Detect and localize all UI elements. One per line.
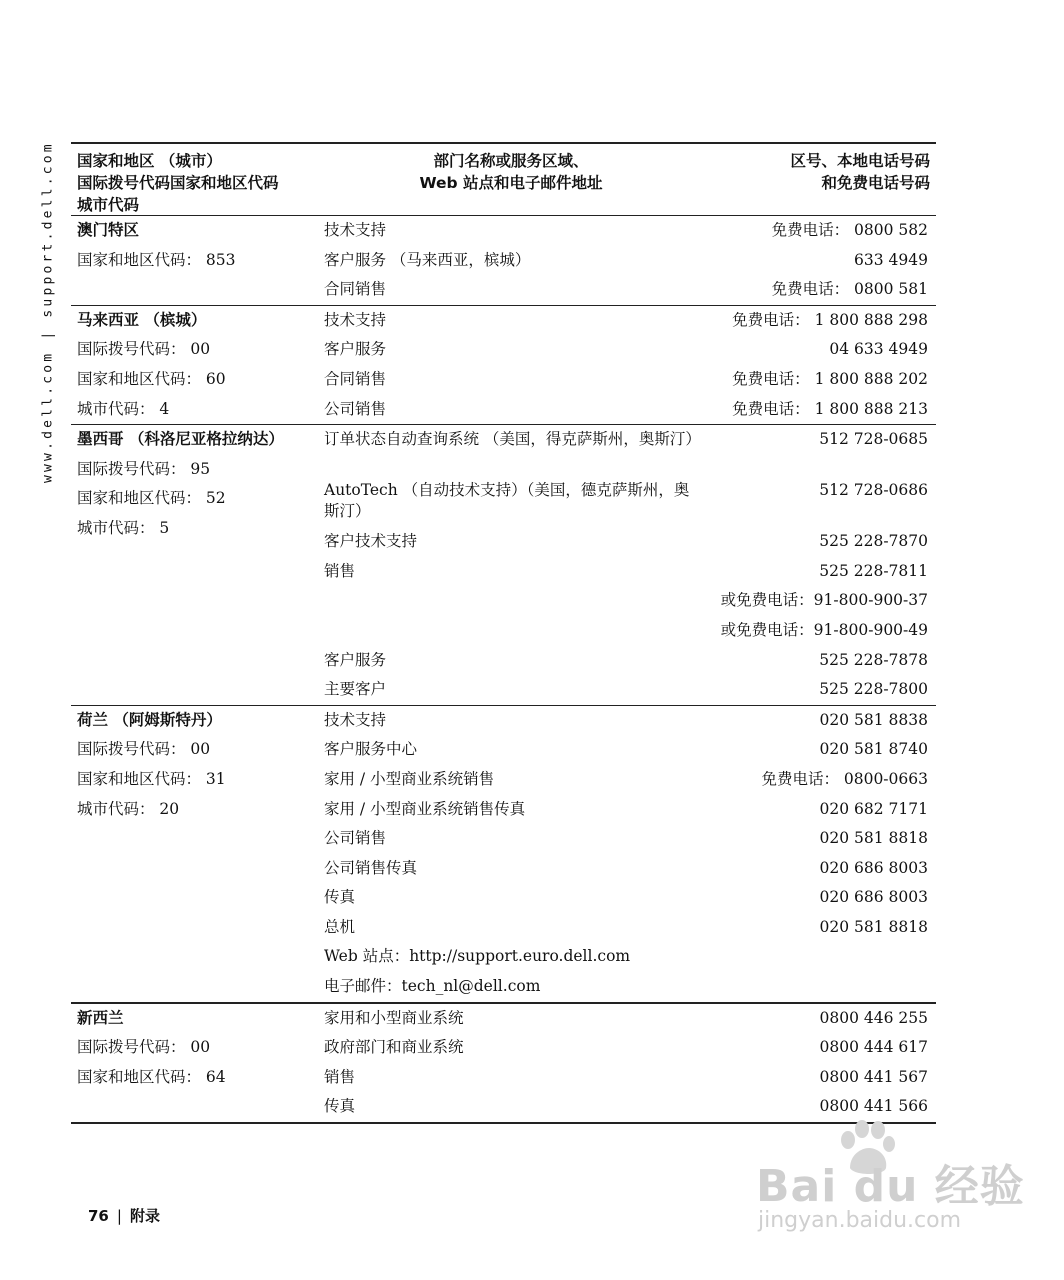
table-row [324, 883, 936, 913]
service-name: 销售 [324, 561, 356, 580]
table-row [324, 706, 936, 736]
table-row [324, 246, 936, 276]
location-code: 国际拨号代码： 00 [77, 740, 211, 759]
table-row [324, 275, 936, 305]
table-row [324, 395, 936, 425]
header-col-service [361, 150, 661, 194]
phone-number: 免费电话： 1 800 888 202 [732, 369, 928, 388]
service-name: AutoTech （自动技术支持）（美国，德克萨斯州，奥斯汀） [324, 481, 690, 521]
phone-number: 020 581 8740 [819, 740, 928, 759]
page-number: 76 [88, 1207, 109, 1225]
website-link[interactable]: Web 站点：http://support.euro.dell.com [324, 947, 631, 966]
service-list [324, 706, 936, 1002]
service-name: 客户服务 （马来西亚，槟城） [324, 250, 531, 269]
table-row [324, 824, 936, 854]
header-line: Web 站点和电子邮件地址 [419, 174, 603, 192]
service-name: 家用 / 小型商业系统销售 [324, 769, 495, 788]
table-row [324, 527, 936, 557]
location-info [71, 306, 324, 424]
section-mexico [71, 425, 936, 706]
location-info [71, 425, 324, 705]
service-name: 主要客户 [324, 680, 387, 699]
email-link[interactable]: 电子邮件：tech_nl@dell.com [324, 977, 541, 996]
service-name: 客户服务中心 [324, 740, 418, 759]
phone-number: 020 686 8003 [819, 858, 928, 877]
country-name: 墨西哥 （科洛尼亚格拉纳达） [77, 430, 284, 449]
table-row [324, 616, 936, 646]
table-row [324, 1092, 936, 1122]
service-name: 公司销售传真 [324, 858, 418, 877]
table-row [324, 942, 936, 972]
service-name: 家用 / 小型商业系统销售传真 [324, 799, 526, 818]
watermark-site: jingyan.baidu.com [758, 1208, 962, 1233]
section-macau [71, 216, 936, 306]
phone-number: 020 581 8818 [819, 829, 928, 848]
service-list [324, 425, 936, 705]
table-row [324, 365, 936, 395]
page-footer [88, 1205, 160, 1226]
header-col-phone [630, 150, 930, 194]
service-name: 技术支持 [324, 221, 387, 239]
service-name: 传真 [324, 888, 356, 907]
phone-number: 04 633 4949 [829, 340, 928, 359]
table-row [324, 557, 936, 587]
table-row [324, 675, 936, 705]
phone-number: 525 228-7800 [819, 680, 928, 699]
contact-table [71, 142, 936, 1124]
table-row [324, 216, 936, 246]
phone-number [704, 972, 936, 980]
phone-number: 512 728-0686 [819, 481, 928, 500]
footer-separator: | [116, 1207, 122, 1225]
table-row [324, 306, 936, 336]
service-name: 技术支持 [324, 710, 387, 729]
table-row [324, 1004, 936, 1034]
service-name: 客户技术支持 [324, 532, 418, 551]
phone-number: 633 4949 [854, 250, 928, 269]
phone-number: 或免费电话：91-800-900-37 [720, 591, 928, 610]
header-line: 城市代码 [77, 196, 140, 214]
header-line: 部门名称或服务区域、 [433, 152, 589, 170]
table-row [324, 1063, 936, 1093]
table-row [324, 795, 936, 825]
phone-number: 020 682 7171 [819, 799, 928, 818]
phone-number: 0800 444 617 [819, 1038, 928, 1057]
location-code: 国家和地区代码： 60 [77, 369, 226, 388]
table-row [324, 586, 936, 616]
phone-number: 0800 441 567 [819, 1067, 928, 1086]
location-code: 国家和地区代码： 31 [77, 769, 226, 788]
phone-number: 525 228-7878 [819, 650, 928, 669]
table-row [324, 476, 936, 527]
table-header [71, 144, 936, 215]
phone-number: 免费电话： 0800 582 [771, 221, 928, 239]
country-name: 澳门特区 [77, 221, 140, 239]
table-row [324, 335, 936, 365]
header-line: 区号、本地电话号码 [790, 152, 930, 170]
phone-number: 或免费电话：91-800-900-49 [720, 620, 928, 639]
location-code: 城市代码： 5 [77, 518, 170, 537]
phone-number [704, 942, 936, 950]
service-name: 政府部门和商业系统 [324, 1038, 464, 1057]
location-code: 国家和地区代码： 64 [77, 1067, 226, 1086]
service-list [324, 306, 936, 424]
phone-number: 512 728-0685 [819, 430, 928, 449]
table-row [324, 972, 936, 1002]
table-row [324, 646, 936, 676]
location-info [71, 1004, 324, 1122]
phone-number: 0800 446 255 [819, 1008, 928, 1027]
table-row [324, 425, 936, 476]
header-col-location [77, 150, 357, 216]
phone-number: 免费电话： 0800 581 [771, 280, 928, 299]
service-name: 订单状态自动查询系统 （美国，得克萨斯州，奥斯汀） [324, 430, 701, 449]
service-name: 家用和小型商业系统 [324, 1008, 464, 1027]
table-row [324, 765, 936, 795]
watermark-brand: Bai du 经验 [756, 1161, 1025, 1212]
location-info [71, 706, 324, 1002]
country-name: 荷兰 （阿姆斯特丹） [77, 710, 222, 729]
service-name: 公司销售 [324, 829, 387, 848]
phone-number: 0800 441 566 [819, 1097, 928, 1116]
section-malaysia [71, 306, 936, 425]
side-url: www.dell.com | support.dell.com [40, 141, 56, 483]
phone-number: 020 581 8818 [819, 917, 928, 936]
service-name [324, 586, 704, 615]
table-row [324, 735, 936, 765]
phone-number: 免费电话： 0800-0663 [761, 769, 928, 788]
service-name: 客户服务 [324, 650, 387, 669]
table-row [324, 1033, 936, 1063]
table-row [324, 854, 936, 884]
country-name: 马来西亚 （槟城） [77, 310, 207, 329]
service-name: 客户服务 [324, 340, 387, 359]
phone-number: 020 686 8003 [819, 888, 928, 907]
service-name: 合同销售 [324, 280, 387, 299]
phone-number: 525 228-7870 [819, 532, 928, 551]
location-code: 国际拨号代码： 95 [77, 459, 211, 478]
country-name: 新西兰 [77, 1008, 124, 1027]
header-line: 和免费电话号码 [821, 174, 930, 192]
section-netherlands [71, 706, 936, 1004]
location-code: 国家和地区代码： 52 [77, 489, 226, 508]
section-title: 附录 [129, 1207, 160, 1225]
phone-number: 020 581 8838 [819, 710, 928, 729]
location-info [71, 216, 324, 305]
location-code: 国家和地区代码： 853 [77, 250, 236, 269]
location-code: 城市代码： 20 [77, 799, 180, 818]
service-name: 销售 [324, 1067, 356, 1086]
service-name [324, 616, 704, 645]
location-code: 国际拨号代码： 00 [77, 1038, 211, 1057]
section-new-zealand [71, 1004, 936, 1124]
service-list [324, 1004, 936, 1122]
service-name: 传真 [324, 1097, 356, 1116]
location-code: 国际拨号代码： 00 [77, 340, 211, 359]
watermark [752, 1120, 1025, 1250]
phone-number: 525 228-7811 [819, 561, 928, 580]
phone-number: 免费电话： 1 800 888 213 [732, 399, 928, 418]
header-line: 国家和地区 （城市） [77, 152, 222, 170]
service-name: 公司销售 [324, 399, 387, 418]
service-name: 技术支持 [324, 310, 387, 329]
phone-number: 免费电话： 1 800 888 298 [732, 310, 928, 329]
table-row [324, 913, 936, 943]
service-name: 合同销售 [324, 369, 387, 388]
location-code: 城市代码： 4 [77, 399, 170, 418]
service-name: 总机 [324, 917, 356, 936]
header-line: 国际拨号代码国家和地区代码 [77, 174, 279, 192]
service-list [324, 216, 936, 305]
